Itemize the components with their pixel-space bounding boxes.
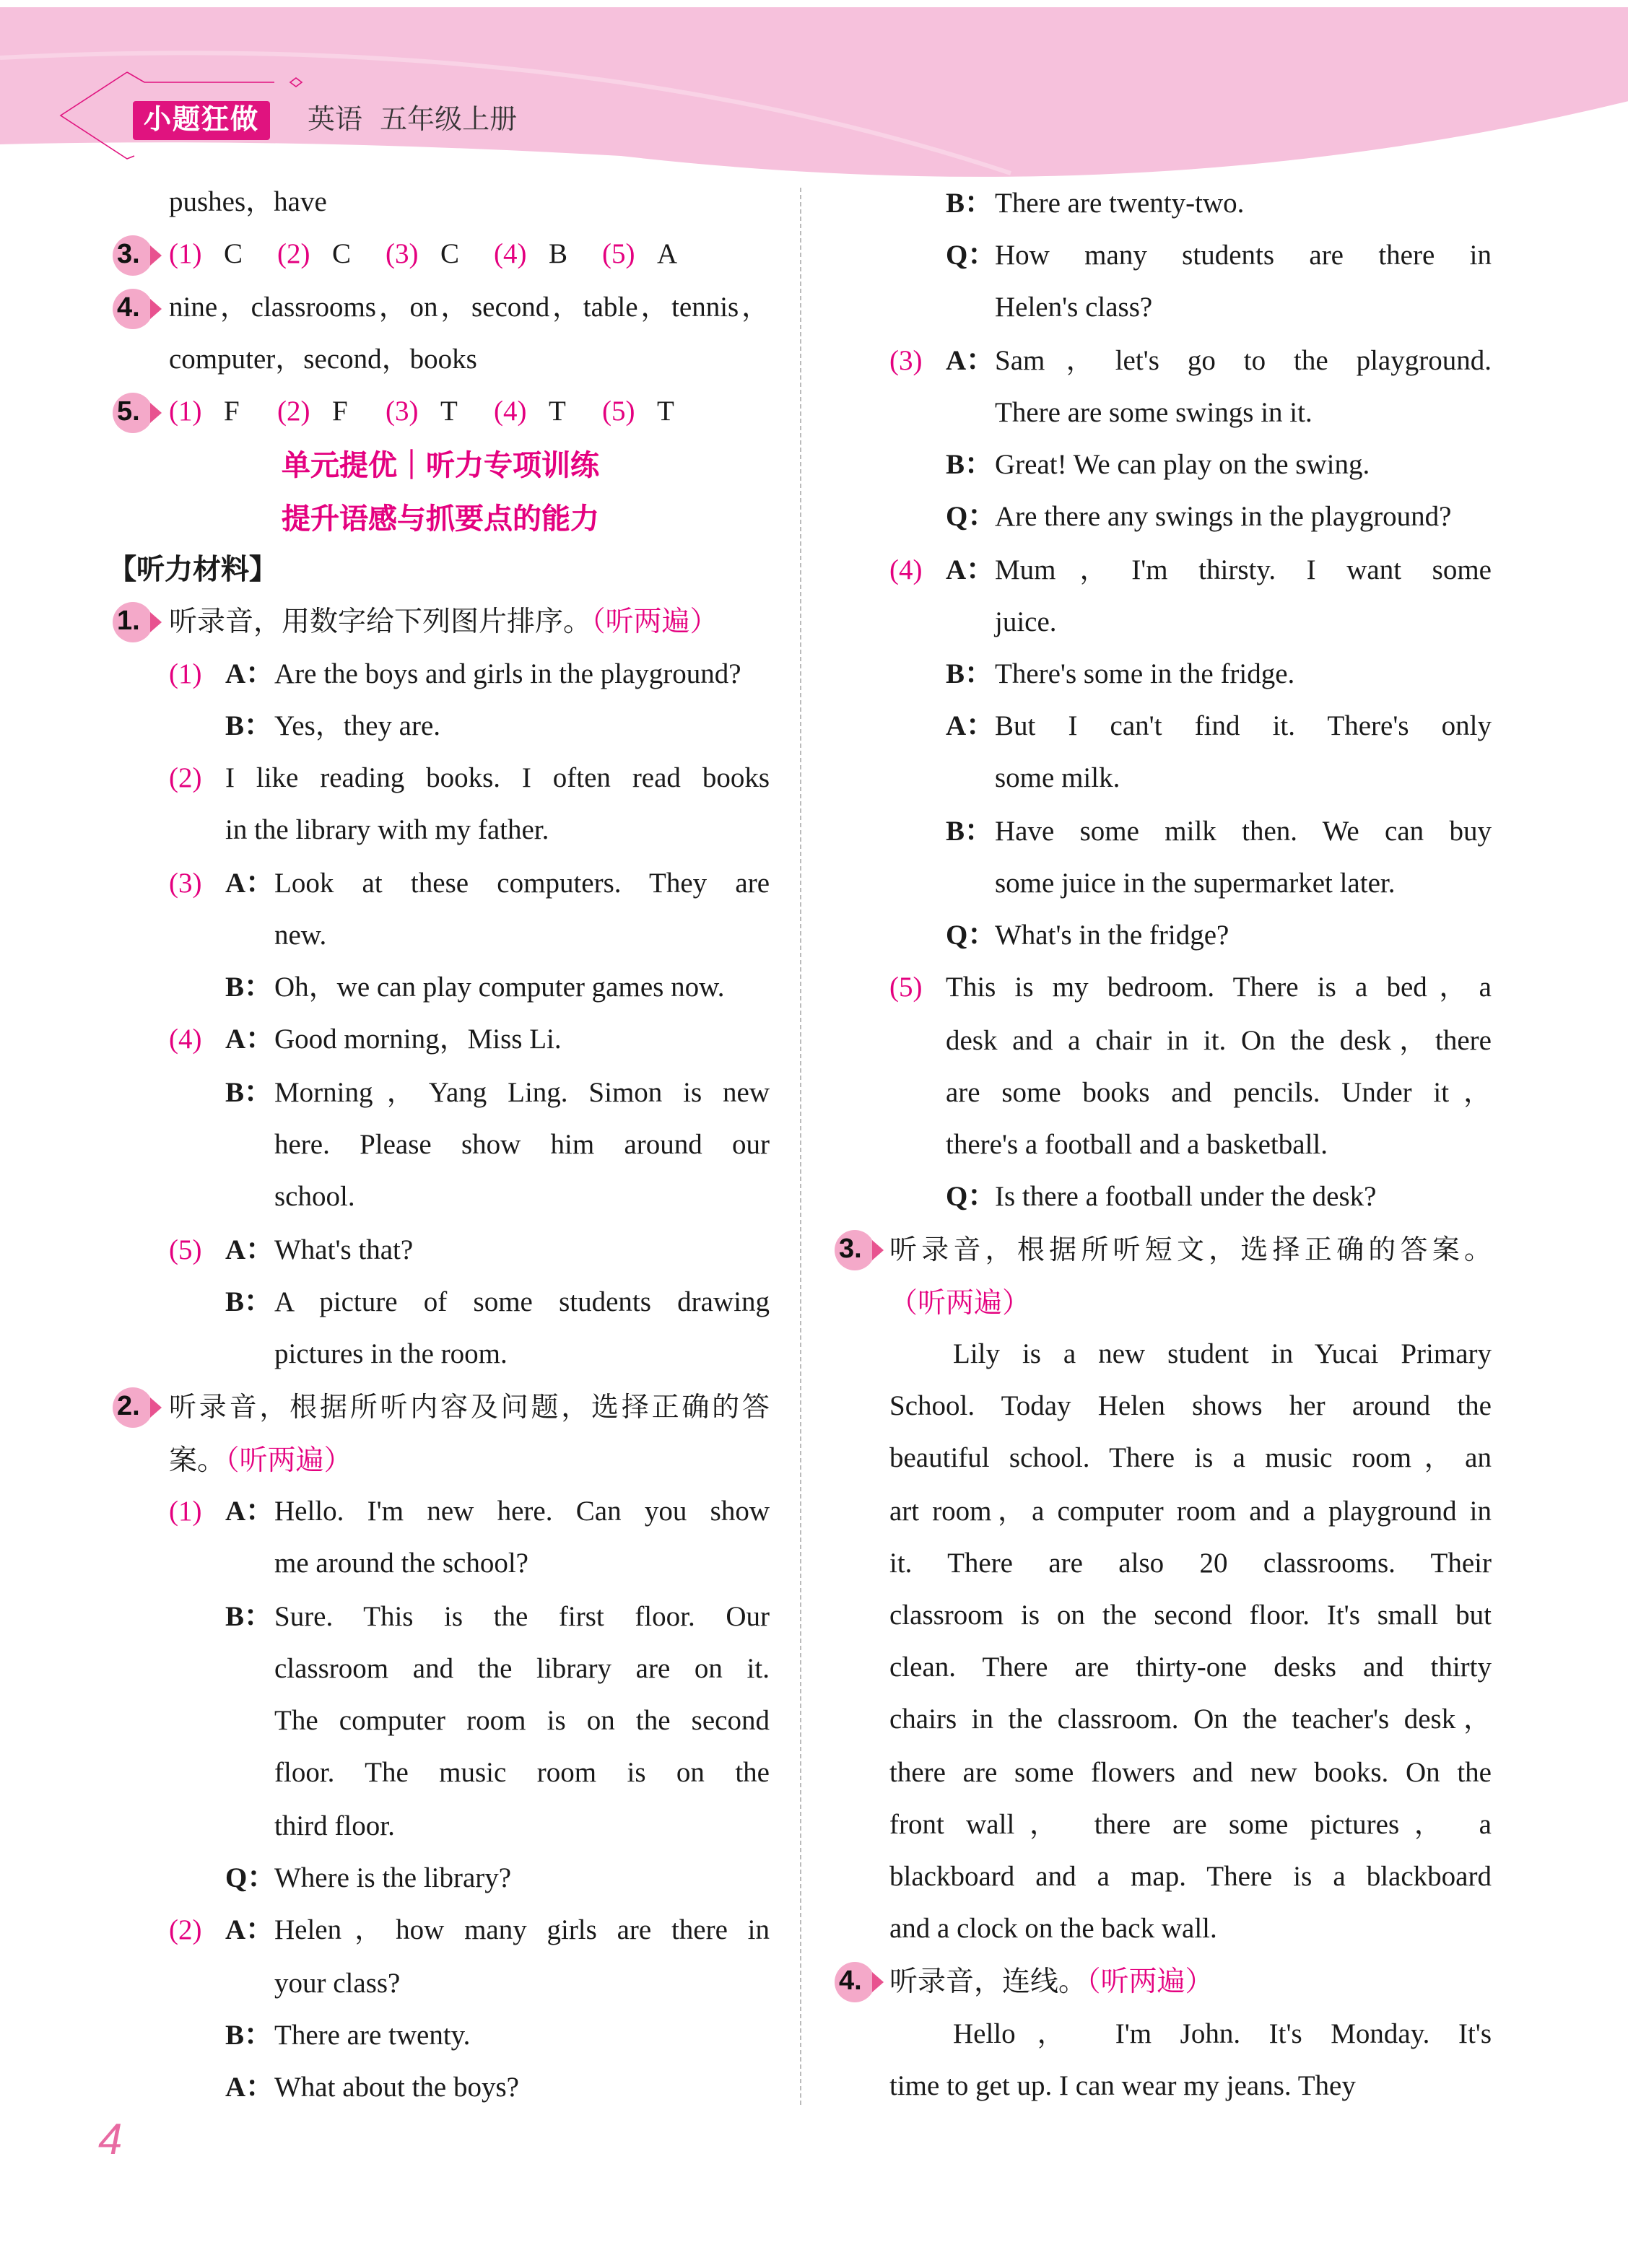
badge-arrow-icon	[150, 298, 162, 318]
speaker-label: B：	[946, 189, 993, 219]
dialogue-line: Sure. This is the first floor. Our	[274, 1602, 770, 1633]
speaker-label: B：	[225, 1078, 273, 1109]
answer-label: (2)	[277, 397, 310, 428]
answer-label: (5)	[602, 240, 635, 271]
question-number: 5.	[117, 397, 140, 428]
speaker-label: A：	[225, 1235, 274, 1266]
dialogue-line: Have some milk then. We can buy	[995, 816, 1492, 847]
speaker-label: B：	[225, 711, 273, 742]
passage-line: School. Today Helen shows her around the	[889, 1392, 1492, 1423]
passage-line: clean. There are thirty-one desks and thirty	[889, 1653, 1492, 1684]
task-instruction	[169, 1440, 770, 1480]
listen-twice-note: （听两遍）	[591, 605, 718, 639]
dialogue-line: This is my bedroom. There is a bed，a	[946, 973, 1492, 1004]
question-number-badge	[113, 236, 153, 276]
answer-value: T	[657, 397, 674, 428]
item-label: (4)	[889, 555, 923, 586]
task-instruction	[169, 602, 770, 642]
speaker-label: B：	[225, 2020, 273, 2051]
item-label: (5)	[169, 1235, 202, 1266]
listen-twice-note: （听两遍）	[225, 1443, 352, 1477]
speaker-label: A：	[225, 1025, 274, 1056]
passage-line: classroom is on the second floor. It's small but	[889, 1600, 1492, 1631]
passage-line: Hello， I'm John. It's Monday. It's	[953, 2019, 1492, 2050]
page-header	[0, 0, 1628, 180]
passage-line: blackboard and a map. There is a blackboard	[889, 1862, 1492, 1893]
item-label: (4)	[169, 1025, 202, 1056]
speaker-label: Q：	[946, 241, 996, 272]
item-label: (2)	[169, 1916, 202, 1947]
item-label: (2)	[169, 764, 202, 795]
dialogue-line: new.	[274, 920, 327, 951]
passage-line: chairs in the classroom. On the teacher's desk，	[889, 1705, 1492, 1736]
dialogue-line: What's in the fridge?	[995, 921, 1229, 952]
badge-arrow-icon	[150, 1398, 162, 1418]
answer-label: (5)	[602, 397, 635, 428]
answer-value: F	[224, 397, 240, 428]
passage-line: and a clock on the back wall.	[889, 1914, 1217, 1945]
question-number-badge	[113, 393, 153, 433]
dialogue-line: Good morning，Miss Li.	[274, 1025, 562, 1056]
passage-line: it. There are also 20 classrooms. Their	[889, 1548, 1492, 1579]
answer-label: (3)	[386, 397, 419, 428]
speaker-label: Q：	[225, 1863, 276, 1894]
dialogue-line: floor. The music room is on the	[274, 1758, 770, 1789]
dialogue-line: desk and a chair in it. On the desk，there	[946, 1026, 1492, 1057]
answer-value: T	[440, 397, 458, 428]
speaker-label: A：	[225, 868, 274, 899]
item-label: (3)	[889, 346, 923, 377]
section-title: 提升语感与抓要点的能力	[282, 500, 599, 536]
question-number: 1.	[117, 606, 140, 637]
dialogue-line: Hello. I'm new here. Can you show	[274, 1497, 770, 1527]
answer-label: (1)	[169, 397, 202, 428]
passage-line: there are some flowers and new books. On the	[889, 1758, 1492, 1789]
dialogue-line: Is there a football under the desk?	[995, 1182, 1377, 1213]
answer-label: (4)	[494, 397, 527, 428]
task-instruction	[889, 1283, 1492, 1323]
speaker-label: Q：	[946, 1182, 996, 1213]
speaker-label: B：	[225, 1602, 273, 1633]
section-title: 单元提优｜听力专项训练	[282, 448, 599, 483]
item-label: (1)	[169, 659, 202, 690]
speaker-label: B：	[225, 973, 273, 1004]
speaker-label: A：	[946, 555, 995, 586]
question-number-badge	[113, 1388, 153, 1429]
question-number: 2.	[117, 1392, 140, 1423]
answer-label: (4)	[494, 240, 527, 271]
dialogue-line: third floor.	[274, 1811, 395, 1842]
speaker-label: A：	[225, 659, 274, 690]
dialogue-line: Morning，Yang Ling. Simon is new	[274, 1078, 770, 1109]
listen-twice-note: （听两遍）	[1087, 1965, 1214, 1999]
dialogue-line: I like reading books. I often read books	[225, 764, 770, 795]
material-heading: 【听力材料】	[108, 552, 278, 586]
dialogue-line: Look at these computers. They are	[274, 868, 770, 899]
dialogue-line: How many students are there in	[995, 241, 1492, 272]
series-tag: 小题狂做	[133, 101, 270, 140]
question-number: 4.	[839, 1966, 862, 1997]
question-number: 3.	[839, 1234, 862, 1265]
dialogue-line: Are there any swings in the playground?	[995, 502, 1452, 533]
answer-value: F	[332, 397, 348, 428]
dialogue-line: Where is the library?	[274, 1863, 512, 1894]
passage-line: beautiful school. There is a music room，an	[889, 1444, 1492, 1475]
question-number-badge	[113, 288, 153, 328]
dialogue-line: Yes，they are.	[274, 711, 441, 742]
item-label: (1)	[169, 1497, 202, 1527]
dialogue-line: Helen，how many girls are there in	[274, 1916, 770, 1947]
answer-label: (2)	[277, 240, 310, 271]
speaker-label: A：	[946, 346, 995, 377]
dialogue-line: A picture of some students drawing	[274, 1287, 770, 1318]
answer-value: C	[224, 240, 243, 271]
page-number: 4	[98, 2116, 123, 2164]
badge-arrow-icon	[150, 403, 162, 423]
task-instruction-text: 听录音，连线。	[889, 1965, 1087, 1999]
dialogue-line: What about the boys?	[274, 2073, 519, 2104]
speaker-label: A：	[225, 2073, 274, 2104]
dialogue-line: here. Please show him around our	[274, 1130, 770, 1161]
speaker-label: B：	[946, 659, 993, 690]
speaker-label: B：	[946, 450, 993, 481]
column-divider	[800, 188, 801, 2105]
speaker-label: Q：	[946, 502, 996, 533]
dialogue-line: are some books and pencils. Under it，	[946, 1078, 1492, 1109]
question-number-badge	[835, 1963, 875, 2003]
passage-line: art room，a computer room and a playground in	[889, 1496, 1492, 1527]
badge-arrow-icon	[150, 612, 162, 632]
dialogue-line: Great! We can play on the swing.	[995, 450, 1370, 481]
speaker-label: B：	[946, 816, 993, 847]
answer-value: B	[549, 240, 568, 271]
dialogue-line: classroom and the library are on it.	[274, 1654, 770, 1685]
dialogue-line: some milk.	[995, 764, 1120, 795]
question-number-badge	[113, 602, 153, 642]
dialogue-line: there's a football and a basketball.	[946, 1130, 1328, 1161]
answer-value: C	[440, 240, 460, 271]
task-instruction	[889, 1963, 1492, 2003]
passage-line: time to get up. I can wear my jeans. They	[889, 2071, 1356, 2102]
dialogue-line: Oh，we can play computer games now.	[274, 973, 725, 1004]
task-instruction-text: 听录音，根据所听短文，选择正确的答案。	[889, 1234, 1492, 1267]
dialogue-line: Sam，let's go to the playground.	[995, 346, 1492, 377]
dialogue-line: There are twenty.	[274, 2020, 471, 2051]
item-label: (3)	[169, 868, 202, 899]
passage-line: front wall， there are some pictures， a	[889, 1810, 1492, 1841]
dialogue-line: some juice in the supermarket later.	[995, 868, 1396, 899]
dialogue-line: your class?	[274, 1968, 401, 1999]
dialogue-line: Helen's class?	[995, 293, 1153, 324]
dialogue-line: Are the boys and girls in the playground?	[274, 659, 741, 690]
speaker-label: A：	[946, 712, 995, 743]
dialogue-line: What's that?	[274, 1235, 414, 1266]
task-instruction-text: 听录音，根据所听内容及问题，选择正确的答	[169, 1392, 770, 1424]
dialogue-line: Mum，I'm thirsty. I want some	[995, 555, 1492, 586]
answer-line: nine，classrooms，on，second，table，tennis，	[169, 292, 770, 323]
answer-value: T	[549, 397, 566, 428]
speaker-label: A：	[225, 1916, 274, 1947]
dialogue-line: me around the school?	[274, 1549, 528, 1580]
dialogue-line: There are twenty-two.	[995, 189, 1245, 219]
dialogue-line: juice.	[995, 607, 1057, 638]
question-number-badge	[835, 1231, 875, 1271]
dialogue-line: There are some swings in it.	[995, 398, 1313, 429]
task-instruction-text: 听录音，用数字给下列图片排序。	[169, 605, 592, 639]
dialogue-line: But I can't find it. There's only	[995, 712, 1492, 743]
question-number: 3.	[117, 240, 140, 271]
dialogue-line: pictures in the room.	[274, 1340, 508, 1371]
speaker-label: A：	[225, 1497, 274, 1527]
dialogue-line: There's some in the fridge.	[995, 659, 1295, 690]
question-number: 4.	[117, 292, 140, 323]
answer-line: computer，second，books	[169, 344, 477, 375]
dialogue-line: school.	[274, 1182, 355, 1213]
dialogue-line: in the library with my father.	[225, 816, 549, 847]
answer-value: C	[332, 240, 352, 271]
task-instruction	[889, 1231, 1492, 1271]
badge-arrow-icon	[872, 1973, 884, 1993]
badge-arrow-icon	[872, 1241, 884, 1261]
task-instruction	[169, 1388, 770, 1429]
passage-line: Lily is a new student in Yucai Primary	[953, 1339, 1492, 1370]
book-title: 英语 五年级上册	[308, 104, 518, 136]
answer-label: (1)	[169, 240, 202, 271]
task-instruction-text: 案。	[169, 1443, 226, 1477]
listen-twice-note: （听两遍）	[889, 1286, 1031, 1320]
item-label: (5)	[889, 973, 923, 1004]
dialogue-line: The computer room is on the second	[274, 1706, 770, 1737]
speaker-label: B：	[225, 1287, 273, 1318]
answer-line: pushes，have	[169, 188, 327, 218]
badge-arrow-icon	[150, 246, 162, 266]
answer-value: A	[657, 240, 678, 271]
answer-label: (3)	[386, 240, 419, 271]
header-banner	[0, 0, 1628, 180]
speaker-label: Q：	[946, 921, 996, 952]
